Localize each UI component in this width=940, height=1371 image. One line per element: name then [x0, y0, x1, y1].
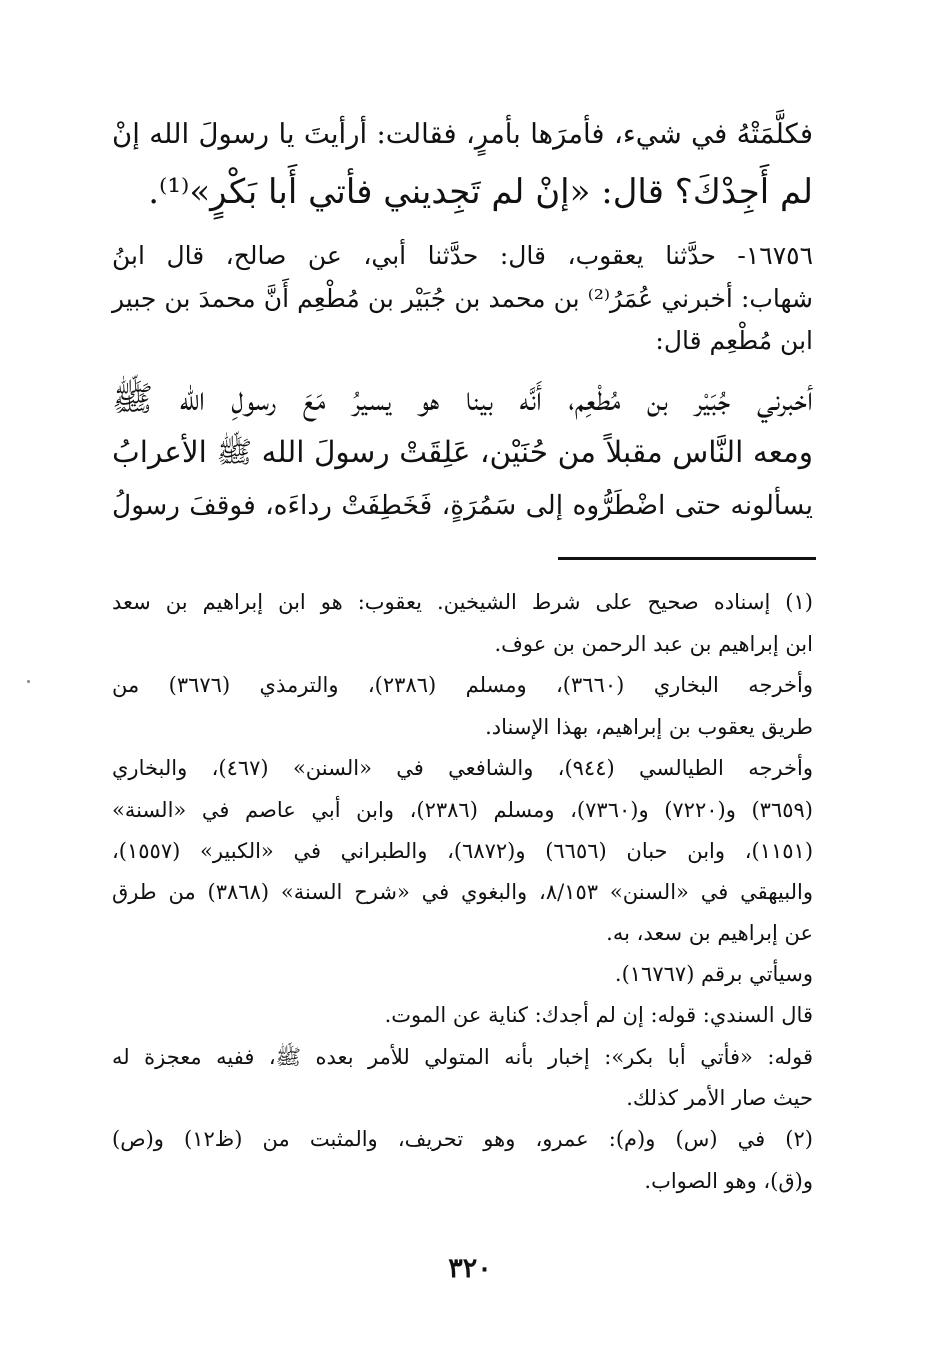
footnote-line: ابن إبراهيم بن عبد الرحمن بن عوف. — [494, 632, 813, 656]
footnote-line: قوله: «فأتي أبا بكر»: إخبار بأنه المتولي للأمر بعده ﷺ، ففيه معجزة له — [112, 1045, 813, 1069]
main-text-line: ومعه النَّاس مقبلاً من حُنَيْن، عَلِقَتْ رسولَ الله ﷺ الأعرابُ — [112, 435, 813, 469]
footnote-line: (٣٦٥٩) و(٧٢٢٠) و(٧٣٦٠)، ومسلم (٢٣٨٦)، وابن أبي عاصم في «السنة» — [112, 798, 813, 822]
footnote-line: حيث صار الأمر كذلك. — [626, 1086, 813, 1110]
main-text-line: أخبرني جُبَيْر بن مُطْعِم، أَنَّه بينا هو يسيرُ مَعَ رسولِ الله ﷺ — [112, 379, 813, 419]
footnote-line: وأخرجه البخاري (٣٦٦٠)، ومسلم (٢٣٨٦)، والترمذي (٣٦٧٦) من — [112, 673, 813, 697]
footnote-line: وسيأتي برقم (١٦٧٦٧). — [614, 962, 813, 986]
footnote-separator — [558, 557, 816, 560]
footnote-line: طريق يعقوب بن إبراهيم، بهذا الإسناد. — [485, 715, 813, 739]
hadith-chain-line: ابن مُطْعِم قال: — [655, 326, 813, 355]
footnote-line: عن إبراهيم بن سعد، به. — [606, 921, 813, 945]
footnote-line: والبيهقي في «السنن» ٨/١٥٣، والبغوي في «شرح السنة» (٣٨٦٨) من طرق — [112, 880, 813, 904]
main-text-line: لم أَجِدْكَ؟ قال: «إنْ لم تَجِديني فأتي أَبا بَكْرٍ»⁽¹⁾. — [148, 172, 813, 212]
footnote-line: (١) إسناده صحيح على شرط الشيخين. يعقوب: هو ابن إبراهيم بن سعد — [112, 590, 813, 614]
hadith-chain-line: ١٦٧٥٦- حدَّثنا يعقوب، قال: حدَّثنا أبي، عن صالح، قال ابنُ — [112, 241, 813, 270]
footnote-line: (١١٥١)، وابن حبان (٦٦٥٦) و(٦٨٧٢)، والطبراني في «الكبير» (١٥٥٧)، — [112, 839, 814, 863]
footnote-line: وأخرجه الطيالسي (٩٤٤)، والشافعي في «السنن» (٤٦٧)، والبخاري — [112, 756, 813, 780]
footnote-line: (٢) في (س) و(م): عمرو، وهو تحريف، والمثبت من (ظ١٢) و(ص) — [112, 1127, 813, 1151]
page-number: ٣٢٠ — [448, 1253, 492, 1284]
footnote-line: و(ق)، وهو الصواب. — [644, 1169, 813, 1193]
scan-speck — [27, 680, 30, 683]
hadith-chain-line: شهاب: أخبرني عُمَرُ⁽²⁾ بن محمد بن جُبَيْر بن مُطْعِم أَنَّ محمدَ بن جبير — [112, 284, 813, 313]
main-text-line: فكلَّمَتْهُ في شيء، فأمرَها بأمرٍ، فقالت: أرأيتَ يا رسولَ الله إنْ — [112, 118, 813, 150]
footnote-line: قال السندي: قوله: إن لم أجدك: كناية عن الموت. — [384, 1003, 813, 1027]
main-text-line: يسألونه حتى اضْطَرُّوه إلى سَمُرَةٍ، فَخَطِفَتْ رداءَه، فوقفَ رسولُ — [112, 490, 813, 521]
